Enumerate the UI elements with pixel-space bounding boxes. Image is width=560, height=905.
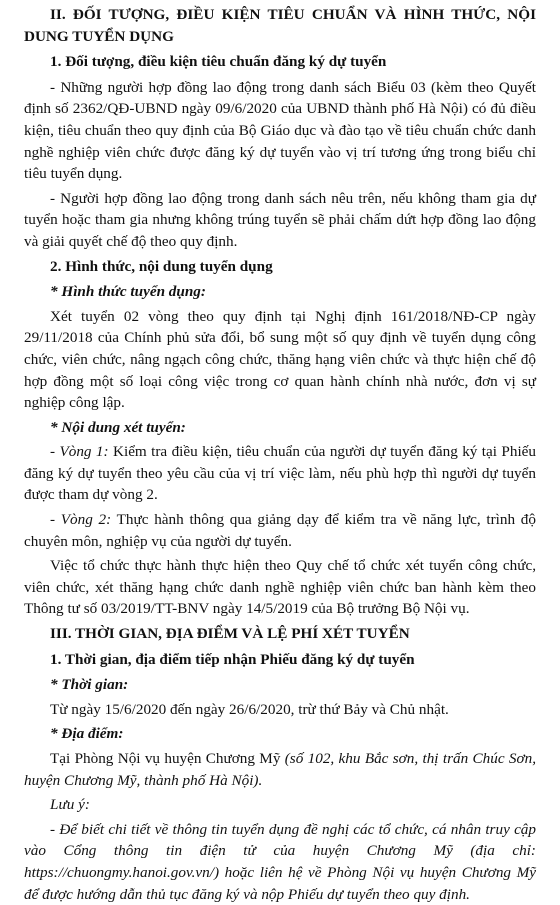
form-heading: * Hình thức tuyển dụng: bbox=[50, 283, 206, 301]
section-3-1-title: 1. Thời gian, địa điểm tiếp nhận Phiếu đăng ký dự tuyển bbox=[50, 650, 415, 668]
round-1-label: - Vòng 1: bbox=[50, 443, 109, 461]
round-1-text: Kiểm tra điều kiện, tiêu chuẩn của người dự tuyển đăng ký tại Phiếu đăng ký dự tuyển theo yêu cầu của vị trí việc làm, nếu phù hợp thì người dự tuyển được tham dự vòng 2. bbox=[24, 443, 536, 504]
round-2-text: Thực hành thông qua giảng dạy để kiểm tra về năng lực, trình độ chuyên môn, nghiệp vụ của người dự tuyển. bbox=[24, 511, 536, 550]
paragraph-place bbox=[24, 748, 536, 791]
content-heading: * Nội dung xét tuyển: bbox=[50, 418, 186, 436]
paragraph-organization: Việc tổ chức thực hành thực hiện theo Quy chế tổ chức xét tuyển công chức, viên chức, xét thăng hạng chức danh nghề nghiệp viên chức ban hành kèm theo Thông tư số 03/2019/TT-BNV ngày 14/5/2019 của Bộ trưởng Bộ Nội vụ. bbox=[24, 557, 536, 618]
paragraph-time: Từ ngày 15/6/2020 đến ngày 26/6/2020, trừ thứ Bảy và Chủ nhật. bbox=[50, 700, 449, 718]
section-2-1-title: 1. Đối tượng, điều kiện tiêu chuẩn đăng ký dự tuyển bbox=[50, 53, 387, 71]
section-2-2-title: 2. Hình thức, nội dung tuyển dụng bbox=[50, 257, 273, 275]
section-2-title: II. ĐỐI TƯỢNG, ĐIỀU KIỆN TIÊU CHUẨN VÀ HÌNH THỨC, NỘI DUNG TUYỂN DỤNG bbox=[24, 6, 536, 45]
section-3-title: III. THỜI GIAN, ĐỊA ĐIỂM VÀ LỆ PHÍ XÉT TUYỂN bbox=[50, 625, 410, 643]
time-heading: * Thời gian: bbox=[50, 676, 129, 694]
paragraph-round-1 bbox=[24, 441, 536, 506]
note-heading: Lưu ý: bbox=[50, 796, 90, 814]
paragraph-eligibility: - Những người hợp đồng lao động trong danh sách Biểu 03 (kèm theo Quyết định số 2362/QĐ-UBND ngày 09/6/2020 của UBND thành phố Hà Nội) có đủ điều kiện, tiêu chuẩn theo quy định của Bộ Giáo dục và đào tạo về tiêu chuẩn chức danh nghề nghiệp viên chức được đăng ký dự tuyển vào vị trí tương ứng trong biểu chỉ tiêu tuyển dụng. bbox=[24, 78, 536, 183]
paragraph-contract-termination: - Người hợp đồng lao động trong danh sách nêu trên, nếu không tham gia dự tuyển hoặc tham gia nhưng không trúng tuyển sẽ phải chấm dứt hợp đồng lao động và giải quyết chế độ theo quy định. bbox=[24, 189, 536, 250]
paragraph-form: Xét tuyển 02 vòng theo quy định tại Nghị định 161/2018/NĐ-CP ngày 29/11/2018 của Chính phủ sửa đổi, bổ sung một số quy định về tuyển dụng công chức, viên chức, nâng ngạch công chức, thăng hạng viên chức và thực hiện chế độ hợp đồng một số loại công việc trong cơ quan hành chính nhà nước, đơn vị sự nghiệp công lập. bbox=[24, 307, 536, 412]
round-2-label: - Vòng 2: bbox=[50, 511, 112, 529]
place-heading: * Địa điểm: bbox=[50, 725, 124, 743]
place-text: Tại Phòng Nội vụ huyện Chương Mỹ bbox=[50, 750, 285, 767]
paragraph-note: - Để biết chi tiết về thông tin tuyển dụng đề nghị các tổ chức, cá nhân truy cập vào Cổng thông tin điện tử của huyện Chương Mỹ (địa chỉ: https://chuongmy.hanoi.gov.vn/) hoặc liên hệ về Phòng Nội vụ huyện Chương Mỹ để được hướng dẫn thủ tục đăng ký và nộp Phiếu dự tuyển theo quy định. bbox=[24, 820, 536, 903]
place-detail: (số 102, khu Bắc sơn, thị trấn Chúc Sơn, huyện Chương Mỹ, thành phố Hà Nội). bbox=[24, 750, 536, 789]
paragraph-round-2 bbox=[24, 509, 536, 552]
